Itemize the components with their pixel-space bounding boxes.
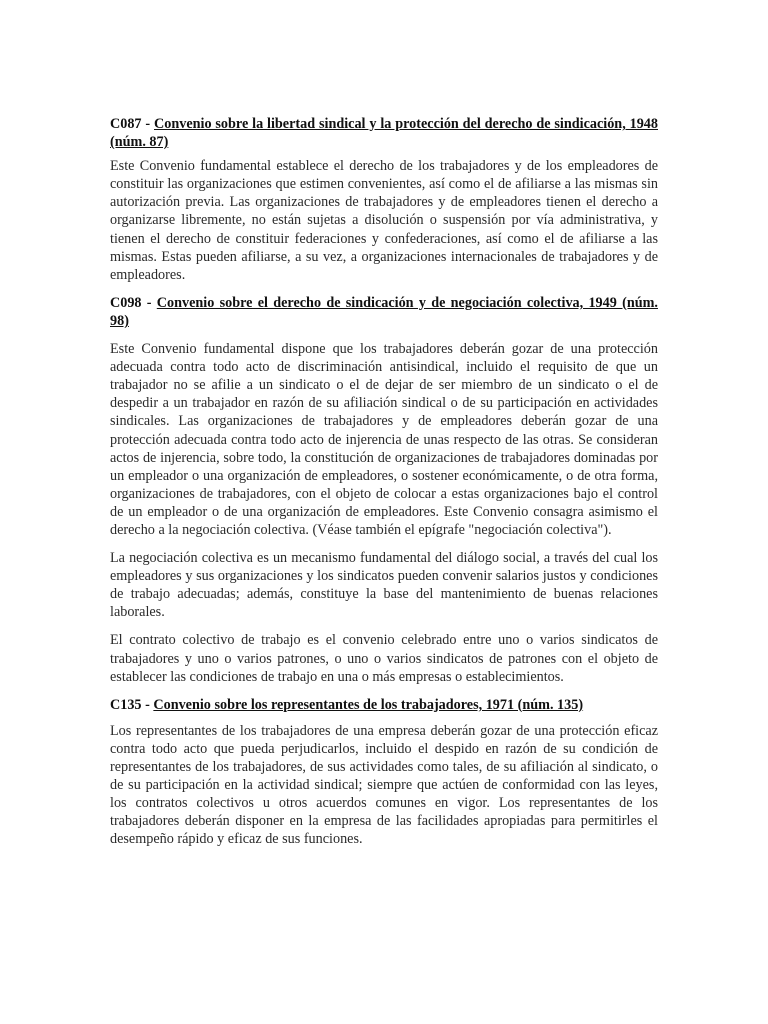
section-paragraph: Los representantes de los trabajadores de una empresa deberán gozar de una protección eficaz contra todo acto que pueda perjudicarlos, incluido el despido en razón de su condición de representantes de los trabajadores, de sus actividades como tales, de su afiliación al sindicato, o de su participación en la actividad sindical; siempre que actúen de conformidad con las leyes, los contratos colectivos u otros acuerdos comunes en vigor. Los representantes de los trabajadores deberán disponer en la empresa de las facilidades apropiadas para permitirles el desempeño rápido y eficaz de sus funciones. bbox=[110, 722, 658, 848]
section-code: C087 - bbox=[110, 116, 154, 132]
section-paragraph: La negociación colectiva es un mecanismo fundamental del diálogo social, a través del cual los empleadores y sus organizaciones y los sindicatos pueden convenir salarios justos y condiciones de trabajo adecuadas; además, constituye la base del mantenimiento de buenas relaciones laborales. bbox=[110, 550, 658, 621]
section-paragraph: Este Convenio fundamental dispone que los trabajadores deberán gozar de una protección adecuada contra todo acto de discriminación antisindical, incluido el requisito de que un trabajador no se afilie a un sindicato o el de dejar de ser miembro de un sindicato o el de despedir a un trabajador en razón de su afiliación sindical o de su participación en actividades sindicales. Las organizaciones de trabajadores y de empleadores deberán gozar de una protección adecuada contra todo acto de injerencia de unas respecto de las otras. Se consideran actos de injerencia, sobre todo, la constitución de organizaciones de trabajadores dominadas por un empleador o una organización de empleadores, o sostener económicamente, o de otra forma, organizaciones de trabajadores, con el objeto de colocar a estas organizaciones bajo el control de un empleador o de una organización de empleadores. Este Convenio consagra asimismo el derecho a la negociación colectiva. (Véase también el epígrafe "negociación colectiva"). bbox=[110, 341, 658, 538]
section-heading-c098 bbox=[110, 294, 658, 330]
section-title: Convenio sobre la libertad sindical y la protección del derecho de sindicación, 1948 (núm. 87) bbox=[110, 116, 658, 151]
document-page bbox=[110, 113, 658, 858]
section-title: Convenio sobre el derecho de sindicación y de negociación colectiva, 1949 (núm. 98) bbox=[110, 294, 658, 329]
section-paragraph: El contrato colectivo de trabajo es el convenio celebrado entre uno o varios sindicatos de trabajadores y uno o varios patrones, o uno o varios sindicatos de patrones con el objeto de establecer las condiciones de trabajo en una o más empresas o establecimientos. bbox=[110, 632, 658, 685]
section-heading-c135 bbox=[110, 696, 658, 714]
section-code: C135 - bbox=[110, 696, 154, 713]
section-code: C098 - bbox=[110, 294, 157, 311]
section-title: Convenio sobre los representantes de los trabajadores, 1971 (núm. 135) bbox=[153, 696, 584, 713]
section-heading-c087 bbox=[110, 115, 658, 151]
section-paragraph: Este Convenio fundamental establece el derecho de los trabajadores y de los empleadores de constituir las organizaciones que estimen convenientes, así como el de afiliarse a las mismas sin autorización previa. Las organizaciones de trabajadores y de empleadores tienen el derecho a organizarse libremente, no están sujetas a disolución o suspensión por vía administrativa, y tienen el derecho de constituir federaciones y confederaciones, así como el de afiliarse a las mismas. Estas pueden afiliarse, a su vez, a organizaciones internacionales de trabajadores y de empleadores. bbox=[110, 158, 658, 283]
